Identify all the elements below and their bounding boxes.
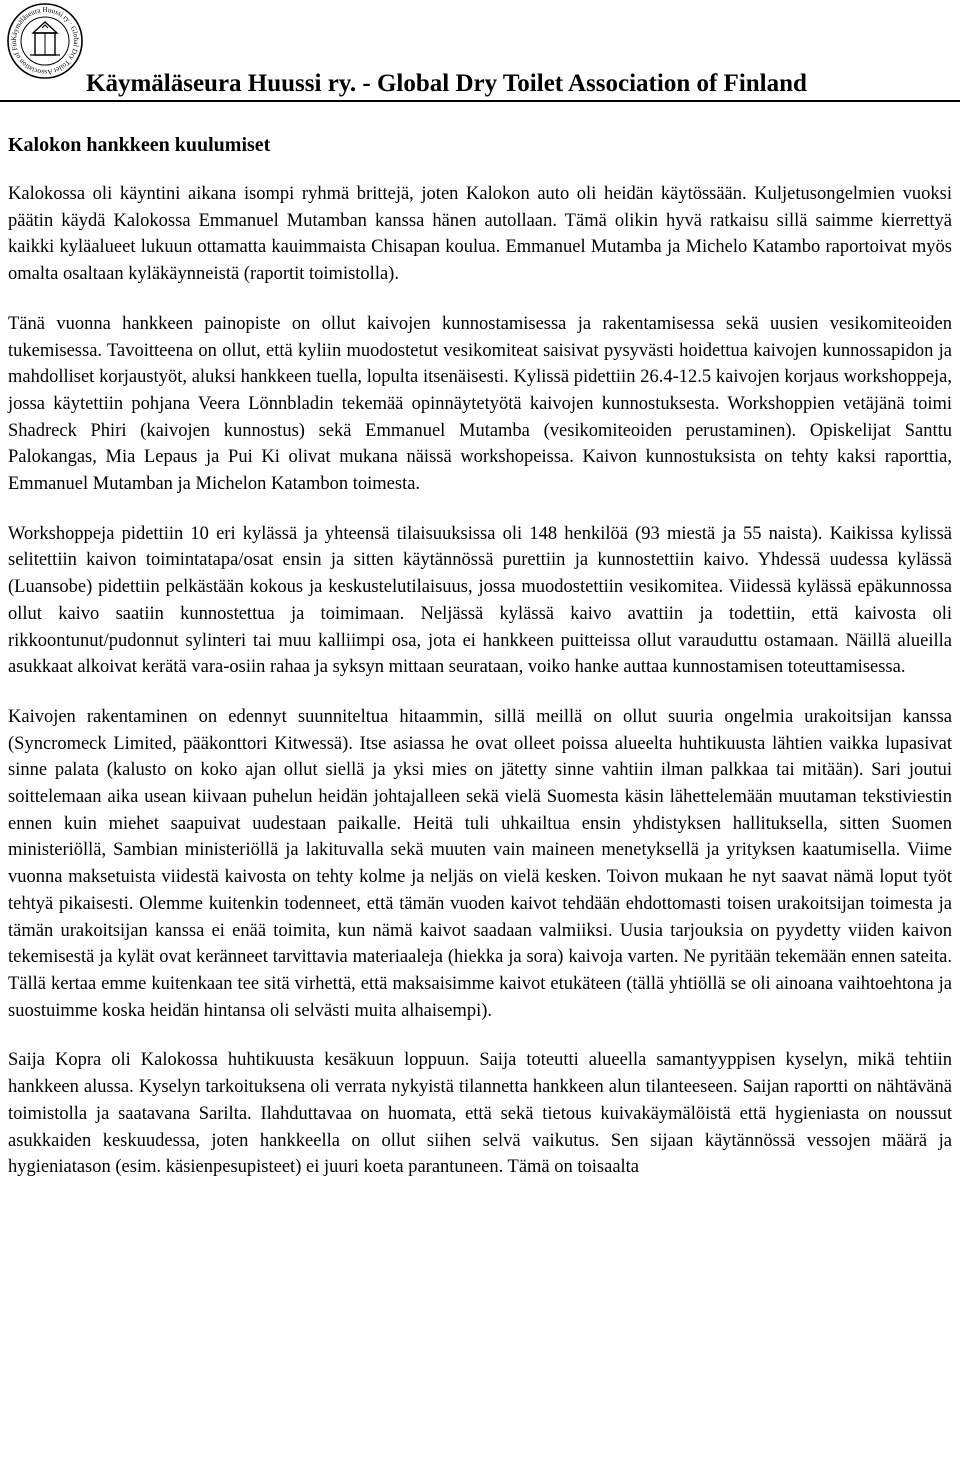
organization-title: Käymäläseura Huussi ry. - Global Dry Toilet Association of Finland [86, 70, 807, 97]
paragraph: Kalokossa oli käyntini aikana isompi ryhmä brittejä, joten Kalokon auto oli heidän käytössään. Kuljetusongelmien vuoksi päätin käydä Kalokossa Emmanuel Mutamban kanssa hänen autollaan. Tämä olikin hyvä ratkaisu sillä saimme kierrettyä kaikki kyläalueet lukuun ottamatta kauimmaista Chisapan koulua. Emmanuel Mutamba ja Michelo Katambo raportoivat myös omalta osaltaan kyläkäynneistä (raportit toimistolla). [8, 184, 952, 285]
section-title: Kalokon hankkeen kuulumiset [8, 134, 271, 156]
article-body [8, 181, 952, 1204]
page-header [0, 0, 960, 104]
association-logo [6, 2, 84, 80]
outhouse-logo-icon [6, 2, 84, 80]
svg-text:Käymäläseura Huussi ry · Globa: Käymäläseura Huussi ry · Global Dry Toilet Association of Fin [9, 5, 81, 77]
paragraph: Workshoppeja pidettiin 10 eri kylässä ja yhteensä tilaisuuksissa oli 148 henkilöä (93 miestä ja 55 naista). Kaikissa kylissä selitettiin kaivon toimintatapa/osat ensin ja sitten käytännössä purettiin ja kunnostettiin kaivo. Yhdessä uudessa kylässä (Luansobe) pidettiin pelkästään kokous ja keskustelutilaisuus, jossa muodostettiin vesikomitea. Viidessä kylässä epäkunnossa ollut kaivo saatiin kunnostettua ja toimimaan. Neljässä kylässä kaivo avattiin ja todettiin, että kaivosta oli rikkoontunut/pudonnut sylinteri tai muu kalliimpi osa, jota ei hankkeen puitteissa ollut varauduttu ostamaan. Näillä alueilla asukkaat alkoivat kerätä vara-osiin rahaa ja syksyn mittaan seurataan, voiko hanke auttaa kunnostamisen toteuttamisessa. [8, 523, 952, 678]
paragraph: Tänä vuonna hankkeen painopiste on ollut kaivojen kunnostamisessa ja rakentamisessa sekä uusien vesikomiteoiden tukemisessa. Tavoitteena on ollut, että kyliin muodostetut vesikomiteat saisivat pysyvästi hoidettua kaivojen kunnossapidon ja mahdolliset korjaustyöt, aluksi hankkeen tuella, lopulta itsenäisesti. Kylissä pidettiin 26.4-12.5 kaivojen korjaus workshoppeja, jossa käytettiin pohjana Veera Lönnbladin tekemää opinnäytetyötä kaivojen kunnostuksesta. Workshoppien vetäjänä toimi Shadreck Phiri (kaivojen kunnostus) sekä Emmanuel Mutamba (vesikomiteoiden perustaminen). Opiskelijat Santtu Palokangas, Mia Lepaus ja Pui Ki olivat mukana näissä workshopeissa. Kaivon kunnostuksista on tehty kaksi raporttia, Emmanuel Mutamban ja Michelon Katambon toimesta. [8, 313, 952, 495]
paragraph: Kaivojen rakentaminen on edennyt suunniteltua hitaammin, sillä meillä on ollut suuria ongelmia urakoitsijan kanssa (Syncromeck Limited, pääkonttori Kitwessä). Itse asiassa he ovat olleet poissa alueelta huhtikuusta lähtien vaikka lupasivat sinne palata (kalusto on koko ajan ollut siellä ja yksi mies on jätetty sinne vahtiin ilman palkkaa tai mitään). Sari joutui soittelemaan aika usean kiivaan puhelun heidän johtajalleen sekä vielä Suomesta käsin lähettelemään muutaman tekstiviestin ennen kuin miehet saapuivat uudestaan paikalle. Heitä tuli uhkailtua ensin yhdistyksen hallituksella, sitten Suomen ministeriöllä, Sambian ministeriöllä ja lakituvalla sekä muuten vain maineen menetyksellä ja yrityksen kaatumisella. Viime vuonna maksetuista viidestä kaivosta on tehty kolme ja neljäs on vielä kesken. Toivon mukaan he nyt saavat nämä loput työt tehtyä pikaisesti. Olemme kuitenkin todenneet, että tämän vuoden kaivot tehdään ehdottomasti toisen urakoitsijan toimesta ja tämän urakoitsijan kanssa ei enää toimita, kun nämä kaivot saadaan valmiiksi. Uusia tarjouksia on pyydetty viiden kaivon tekemisestä ja kylät ovat keränneet tarvittavia materiaaleja (hiekka ja sora) kaivoja varten. Ne pyritään tekemään ennen sateita. Tällä kertaa emme kuitenkaan tee sitä virhettä, että maksaisimme kaivot etukäteen (tällä yhtiöllä se oli ainoana vaihtoehtona ja suostuimme koska heidän hintansa oli selvästi muita alhaisempi). [8, 706, 952, 1021]
paragraph: Saija Kopra oli Kalokossa huhtikuusta kesäkuun loppuun. Saija toteutti alueella samantyyppisen kyselyn, mikä tehtiin hankkeen alussa. Kyselyn tarkoituksena oli verrata nykyistä tilannetta hankkeen alun tilanteeseen. Saijan raportti on nähtävänä toimistolla ja saatavana Sarilta. Ilahduttavaa on huomata, että sekä tietous kuivakäymälöistä että hygieniasta on noussut asukkaiden keskuudessa, joten hankkeella on ollut siihen selvä vaikutus. Sen sijaan käytännössä vessojen määrä ja hygieniatason (esim. käsienpesupisteet) ei juuri koeta parantuneen. Tämä on toisaalta [8, 1050, 952, 1178]
header-divider [0, 100, 960, 102]
